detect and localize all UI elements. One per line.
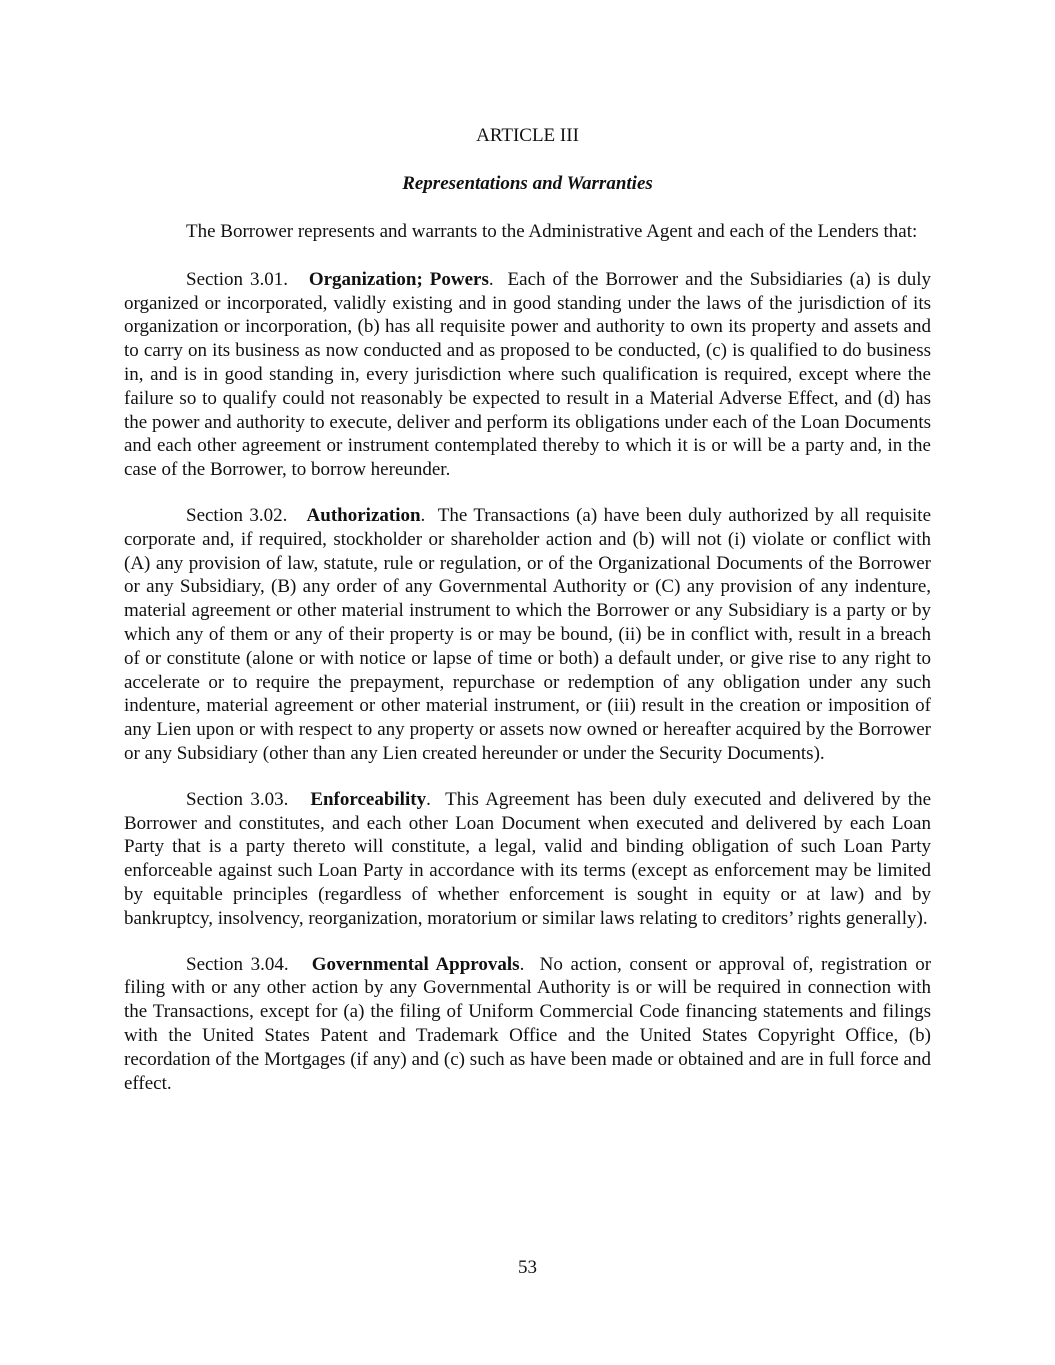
section-number: Section 3.01. xyxy=(186,268,288,290)
section-3-03: Section 3.03. Enforceability. This Agreement has been duly executed and delivered by the Borrower and constitutes, and each other Loan Document when executed and delivered by each Loan Party that is a party thereto will constitute, a legal, valid and binding obligation of such Loan Party enforceable against such Loan Party in accordance with its terms (except as enforcement may be limited by equitable principles (regardless of whether enforcement is sought in equity or at law) and by bankruptcy, insolvency, reorganization, moratorium or similar laws relating to creditors’ rights generally). xyxy=(124,788,932,929)
section-title: Governmental Approvals xyxy=(311,953,520,975)
section-body: The Transactions (a) have been duly authorized by all requisite corporate and, if required, stockholder or shareholder action and (b) will not (i) violate or conflict with (A) any provision of law, statute, rule or regulation, or of the Organizational Documents of the Borrower or any Subsidiary, (B) any order of any Governmental Authority or (C) any provision of any indenture, material agreement or other material instrument to which the Borrower or any Subsidiary is a party or by which any of them or any of their property is or may be bound, (ii) be in conflict with, result in a breach of or constitute (alone or with notice or lapse of time or both) a default under, or give rise to any right to accelerate or to require the prepayment, repurchase or redemption of any obligation under any such indenture, material agreement or other material instrument, or (iii) result in the creation or imposition of any Lien upon or with respect to any property or assets now owned or hereafter acquired by the Borrower or any Subsidiary (other than any Lien created hereunder or under the Security Documents). xyxy=(124,504,931,764)
section-title: Enforceability xyxy=(310,788,427,810)
section-title: Authorization xyxy=(306,504,421,526)
intro-paragraph: The Borrower represents and warrants to the Administrative Agent and each of the Lenders that: xyxy=(186,221,918,242)
page-number: 53 xyxy=(518,1257,537,1278)
section-3-04: Section 3.04. Governmental Approvals. No action, consent or approval of, registration or filing with or any other action by any Governmental Authority is or will be required in connection with the Transactions, except for (a) the filing of Uniform Commercial Code financing statements and filings with the United States Patent and Trademark Office and the United States Copyright Office, (b) recordation of the Mortgages (if any) and (c) such as have been made or obtained and are in full force and effect. xyxy=(124,953,932,1094)
section-3-02: Section 3.02. Authorization. The Transactions (a) have been duly authorized by all requisite corporate and, if required, stockholder or shareholder action and (b) will not (i) violate or conflict with (A) any provision of law, statute, rule or regulation, or of the Organizational Documents of the Borrower or any Subsidiary, (B) any order of any Governmental Authority or (C) any provision of any indenture, material agreement or other material instrument to which the Borrower or any Subsidiary is a party or by which any of them or any of their property is or may be bound, (ii) be in conflict with, result in a breach of or constitute (alone or with notice or lapse of time or both) a default under, or give rise to any right to accelerate or to require the prepayment, repurchase or redemption of any obligation under any such indenture, material agreement or other material instrument, or (iii) result in the creation or imposition of any Lien upon or with respect to any property or assets now owned or hereafter acquired by the Borrower or any Subsidiary (other than any Lien created hereunder or under the Security Documents). xyxy=(124,504,931,764)
section-3-01: Section 3.01. Organization; Powers. Each of the Borrower and the Subsidiaries (a) is duly organized or incorporated, validly existing and in good standing under the laws of the jurisdiction of its organization or incorporation, (b) has all requisite power and authority to own its property and assets and to carry on its business as now conducted and as proposed to be conducted, (c) is qualified to do business in, and is in good standing in, every jurisdiction where such qualification is required, except where the failure so to qualify could not reasonably be expected to result in a Material Adverse Effect, and (d) has the power and authority to execute, deliver and perform its obligations under each of the Loan Documents and each other agreement or instrument contemplated thereby to which it is or will be a party and, in the case of the Borrower, to borrow hereunder. xyxy=(124,268,932,481)
section-body: This Agreement has been duly executed and delivered by the Borrower and constitutes, and each other Loan Document when executed and delivered by each Loan Party that is a party thereto will constitute, a legal, valid and binding obligation of such Loan Party enforceable against such Loan Party in accordance with its terms (except as enforcement may be limited by equitable principles (regardless of whether enforcement is sought in equity or at law) and by bankruptcy, insolvency, reorganization, moratorium or similar laws relating to creditors’ rights generally). xyxy=(124,788,932,929)
section-body: Each of the Borrower and the Subsidiaries (a) is duly organized or incorporated, validly existing and in good standing under the laws of the jurisdiction of its organization or incorporation, (b) has all requisite power and authority to own its property and assets and to carry on its business as now conducted and as proposed to be conducted, (c) is qualified to do business in, and is in good standing in, every jurisdiction where such qualification is required, except where the failure so to qualify could not reasonably be expected to result in a Material Adverse Effect, and (d) has the power and authority to execute, deliver and perform its obligations under each of the Loan Documents and each other agreement or instrument contemplated thereby to which it is or will be a party and, in the case of the Borrower, to borrow hereunder. xyxy=(124,268,932,481)
article-heading: ARTICLE III xyxy=(476,125,579,146)
section-number: Section 3.02. xyxy=(186,504,288,526)
article-title: Representations and Warranties xyxy=(402,173,653,194)
document-page xyxy=(124,124,931,1095)
section-title: Organization; Powers xyxy=(308,268,489,290)
section-number: Section 3.04. xyxy=(186,953,289,975)
section-body: No action, consent or approval of, registration or filing with or any other action by any Governmental Authority is or will be required in connection with the Transactions, except for (a) the filing of Uniform Commercial Code financing statements and filings with the United States Patent and Trademark Office and the United States Copyright Office, (b) recordation of the Mortgages (if any) and (c) such as have been made or obtained and are in full force and effect. xyxy=(124,953,932,1094)
section-number: Section 3.03. xyxy=(186,788,289,810)
